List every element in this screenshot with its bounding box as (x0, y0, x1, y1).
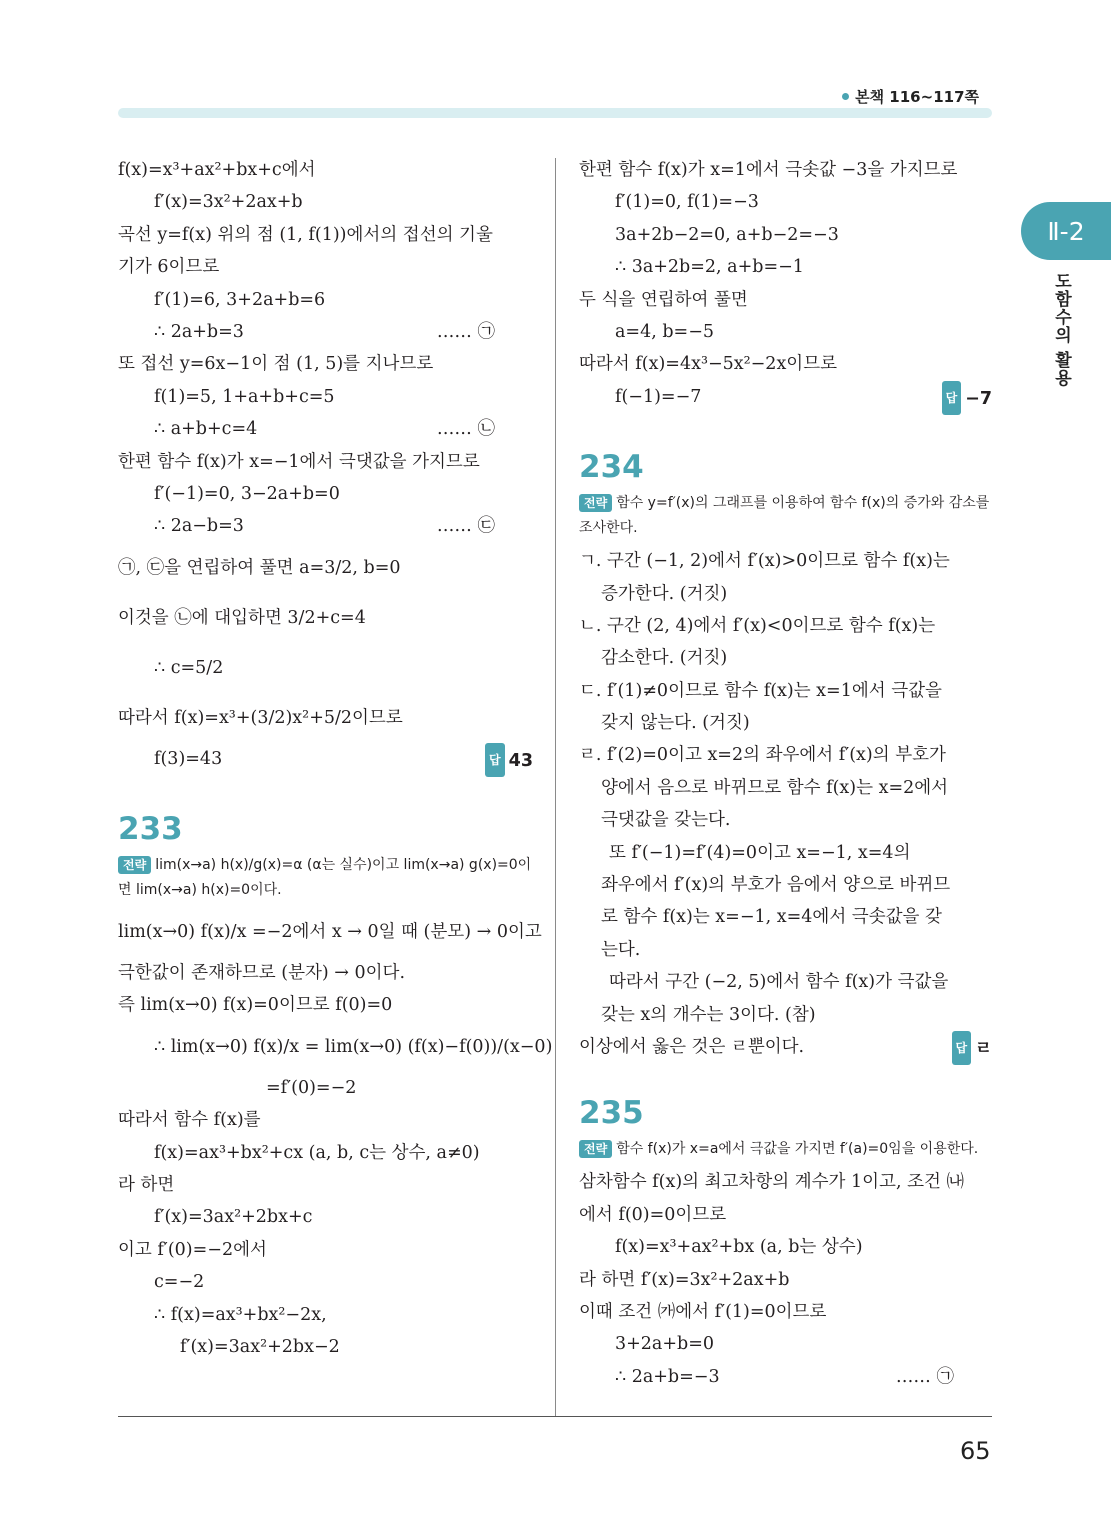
strategy-text: 함수 f(x)가 x=a에서 극값을 가지면 f′(a)=0임을 이용한다. (616, 1141, 979, 1158)
solution-line (579, 381, 992, 413)
header-bar (118, 108, 992, 118)
solution-line: f(x)=x³+ax²+bx (a, b는 상수) (615, 1237, 863, 1258)
solution-line: f′(1)=6, 3+2a+b=6 (154, 289, 326, 310)
solution-line: f(1)=5, 1+a+b+c=5 (154, 386, 335, 407)
strategy-tag: 전략 (579, 494, 612, 512)
strategy-text: lim(x→a) h(x)/g(x)=α (α는 실수)이고 lim(x→a) g(x)=0이면 lim(x→a) h(x)=0이다. (118, 857, 532, 899)
strategy-tag: 전략 (118, 856, 151, 874)
solution-line: lim(x→0) f(x)/x =−2에서 x → 0일 때 (분모) → 0이고 (118, 922, 542, 943)
solution-line: 이고 f′(0)=−2에서 (118, 1239, 267, 1260)
solution-line: 한편 함수 f(x)가 x=1에서 극솟값 −3을 가지므로 (579, 160, 958, 180)
equation-mark: …… ㉡ (436, 419, 495, 440)
list-item: ㄹ. f′(2)=0이고 x=2의 좌우에서 f′(x)의 부호가 (579, 745, 946, 766)
bullet-icon (842, 93, 849, 100)
list-item: ㄴ. 구간 (2, 4)에서 f′(x)<0이므로 함수 f(x)는 (579, 615, 936, 636)
solution-line (118, 510, 533, 542)
solution-line: 3a+2b−2=0, a+b−2=−3 (615, 224, 839, 245)
strategy (579, 491, 992, 541)
problem-number: 234 (579, 449, 644, 486)
solution-line: ∴ f(x)=ax³+bx²−2x, (154, 1304, 327, 1325)
answer-value: 43 (508, 750, 533, 771)
answer-value: ㄹ (975, 1038, 992, 1059)
list-item: ㄷ. f′(1)≠0이므로 함수 f(x)는 x=1에서 극값을 (579, 680, 942, 701)
equation: ∴ 2a+b=−3 (615, 1366, 720, 1387)
equation: ∴ 2a+b=3 (154, 321, 244, 342)
solution-line (579, 1361, 992, 1393)
equation-mark: …… ㉢ (436, 516, 495, 537)
list-item: 따라서 구간 (−2, 5)에서 함수 f(x)가 극값을 (609, 972, 949, 993)
solution-line: ∴ lim(x→0) f(x)/x = lim(x→0) (f(x)−f(0))/(x−0) (154, 1036, 553, 1057)
solution-line: f′(−1)=0, 3−2a+b=0 (154, 483, 340, 504)
chapter-title: 도함수의 활용 (1051, 272, 1071, 387)
solution-line: 따라서 f(x)=x³+(3/2)x²+5/2이므로 (118, 707, 403, 728)
solution-line (118, 316, 533, 348)
solution-line: f′(x)=3ax²+2bx−2 (180, 1336, 340, 1357)
list-item: 증가한다. (거짓) (601, 583, 728, 604)
equation-mark: …… ㉠ (436, 321, 495, 342)
strategy (118, 853, 533, 903)
answer-badge: 답 (942, 381, 962, 415)
solution-line: ㉠, ㉢을 연립하여 풀면 a=3/2, b=0 (118, 557, 401, 578)
chapter-badge: Ⅱ-2 (1021, 202, 1111, 260)
solution-line: ∴ 3a+2b=2, a+b=−1 (615, 257, 804, 278)
page-number: 65 (960, 1437, 991, 1465)
list-item: 갖지 않는다. (거짓) (601, 713, 750, 734)
left-column (118, 154, 553, 1363)
equation: f(3)=43 (154, 748, 223, 769)
book-reference-text: 본책 116~117쪽 (855, 88, 979, 106)
equation-mark: …… ㉠ (895, 1366, 954, 1387)
list-item: 로 함수 f(x)는 x=−1, x=4에서 극솟값을 갖 (601, 907, 942, 928)
solution-line: 삼차함수 f(x)의 최고차항의 계수가 1이고, 조건 ㈏ (579, 1172, 964, 1193)
list-item: 감소한다. (거짓) (601, 648, 728, 669)
list-item: 또 f′(−1)=f′(4)=0이고 x=−1, x=4의 (609, 842, 911, 863)
solution-line: 즉 lim(x→0) f(x)=0이므로 f(0)=0 (118, 995, 393, 1016)
strategy (579, 1137, 992, 1162)
solution-line: 에서 f(0)=0이므로 (579, 1204, 727, 1225)
solution-line: =f′(0)=−2 (266, 1077, 357, 1098)
equation: ∴ a+b+c=4 (154, 419, 258, 440)
solution-line: f′(1)=0, f(1)=−3 (615, 192, 759, 213)
solution-line (118, 743, 533, 775)
solution-line: 3+2a+b=0 (615, 1334, 715, 1355)
strategy-text: 함수 y=f′(x)의 그래프를 이용하여 함수 f(x)의 증가와 감소를 조사한다. (579, 495, 990, 537)
solution-line: 라 하면 (118, 1175, 175, 1196)
list-item: 갖는 x의 개수는 3이다. (참) (601, 1004, 816, 1025)
solution-line: a=4, b=−5 (615, 321, 715, 342)
equation: f(−1)=−7 (615, 386, 702, 407)
problem-number: 235 (579, 1095, 644, 1132)
answer (952, 1031, 993, 1065)
solution-line: 기가 6이므로 (118, 257, 220, 278)
right-column (579, 154, 992, 1393)
solution-line (579, 1031, 992, 1063)
column-divider (555, 158, 556, 1416)
solution-line: 한편 함수 f(x)가 x=−1에서 극댓값을 가지므로 (118, 451, 480, 472)
strategy-tag: 전략 (579, 1140, 612, 1158)
solution-line: 라 하면 f′(x)=3x²+2ax+b (579, 1269, 790, 1290)
solution-line: 곡선 y=f(x) 위의 점 (1, f(1))에서의 접선의 기울 (118, 224, 493, 245)
answer (942, 381, 992, 415)
solution-line: f′(x)=3x²+2ax+b (154, 192, 303, 213)
solution-line: ∴ c=5/2 (154, 657, 224, 678)
list-item: 는다. (601, 939, 641, 960)
list-item: 양에서 음으로 바뀌므로 함수 f(x)는 x=2에서 (601, 777, 949, 798)
answer (485, 743, 533, 777)
conclusion: 이상에서 옳은 것은 ㄹ뿐이다. (579, 1036, 805, 1057)
problem-number: 233 (118, 811, 183, 848)
solution-line: 두 식을 연립하여 풀면 (579, 289, 748, 310)
list-item: 극댓값을 갖는다. (601, 810, 731, 831)
solution-line: 이때 조건 ㈎에서 f′(1)=0이므로 (579, 1301, 827, 1322)
solution-line: 극한값이 존재하므로 (분자) → 0이다. (118, 963, 406, 984)
solution-line: 따라서 함수 f(x)를 (118, 1110, 261, 1131)
list-item: 좌우에서 f′(x)의 부호가 음에서 양으로 바뀌므 (601, 875, 951, 896)
solution-line: f(x)=ax³+bx²+cx (a, b, c는 상수, a≠0) (154, 1142, 480, 1163)
solution-line: f(x)=x³+ax²+bx+c에서 (118, 160, 316, 180)
solution-line: f′(x)=3ax²+2bx+c (154, 1207, 313, 1228)
answer-badge: 답 (485, 743, 505, 777)
equation: ∴ 2a−b=3 (154, 516, 244, 537)
solution-line: 또 접선 y=6x−1이 점 (1, 5)를 지나므로 (118, 354, 434, 375)
list-item: ㄱ. 구간 (−1, 2)에서 f′(x)>0이므로 함수 f(x)는 (579, 551, 950, 572)
book-reference (842, 86, 979, 107)
solution-line: 이것을 ㉡에 대입하면 3/2+c=4 (118, 607, 366, 628)
solution-line (118, 413, 533, 445)
answer-badge: 답 (952, 1031, 972, 1065)
footer-rule (118, 1416, 992, 1417)
answer-value: −7 (965, 388, 992, 409)
solution-line: 따라서 f(x)=4x³−5x²−2x이므로 (579, 354, 838, 375)
solution-line: c=−2 (154, 1272, 205, 1293)
